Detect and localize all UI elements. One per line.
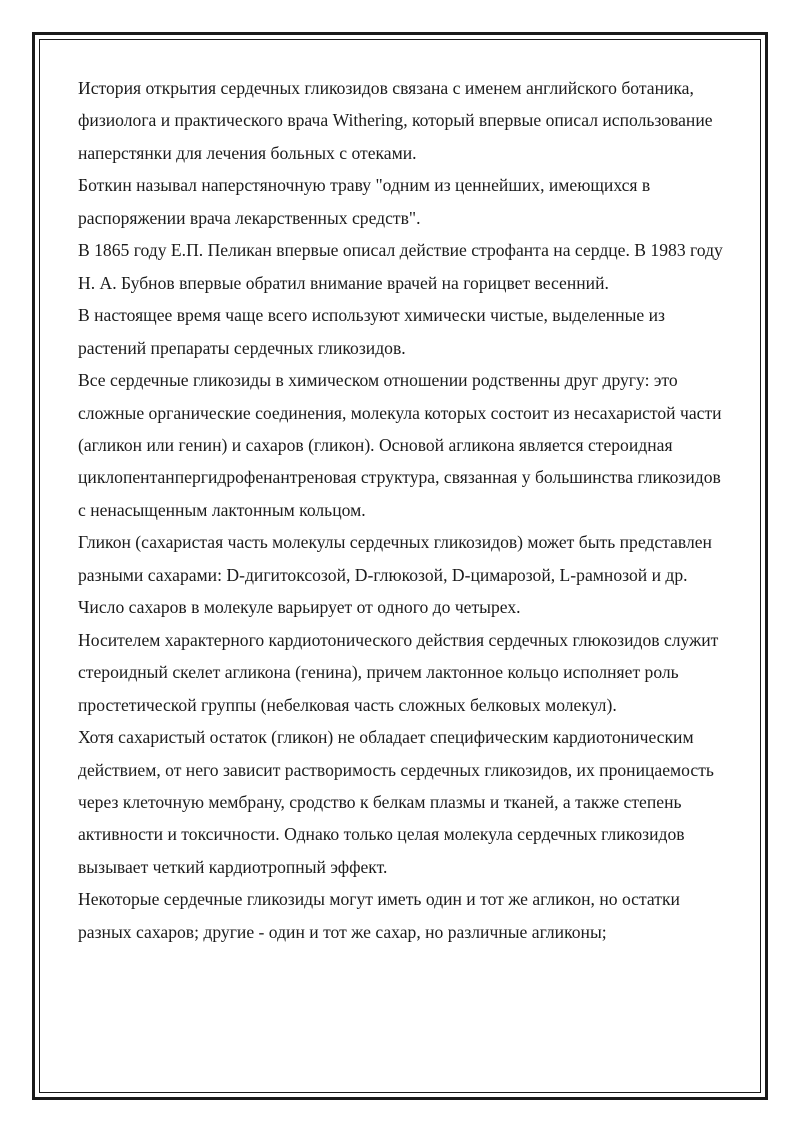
paragraph-glycone: Гликон (сахаристая часть молекулы сердечных гликозидов) может быть представлен разными сахарами: D-дигитоксозой, D-глюкозой, D-цимарозой, L-рамнозой и др. Число сахаров в молекуле варьирует от одного до четырех. xyxy=(78,532,712,618)
paragraph-history: История открытия сердечных гликозидов связана с именем английского ботаника, физиолога и практического врача Withering, который впервые описал использование наперстянки для лечения больных с отеками. xyxy=(78,78,713,163)
paragraph-current-use: В настоящее время чаще всего используют химически чистые, выделенные из растений препараты сердечных гликозидов. xyxy=(78,305,666,358)
paragraph-cardiotonic: Носителем характерного кардиотонического действия сердечных глюкозидов служит стероидный скелет агликона (генина), причем лактонное кольцо исполняет роль простетической группы (небелковая часть сложных белковых молекул). xyxy=(78,629,719,715)
paragraph-sugar-residue: Хотя сахаристый остаток (гликон) не обладает специфическим кардиотоническим действием, от него зависит растворимость сердечных гликозидов, их проницаемость через клеточную мембрану, сродство к белкам плазмы и тканей, а также степень активности и токсичности. Однако только целая молекула сердечных гликозидов вызывает четкий кардиотропный эффект. xyxy=(78,727,714,877)
paragraph-aglycone-variants: Некоторые сердечные гликозиды могут иметь один и тот же агликон, но остатки разных сахаров; другие - один и тот же сахар, но различные агликоны; xyxy=(78,889,680,942)
paragraph-botkin: Боткин называл наперстяночную траву "одним из ценнейших, имеющихся в распоряжении врача лекарственных средств". xyxy=(78,175,651,228)
document-body xyxy=(78,72,730,948)
paragraph-chemistry: Все сердечные гликозиды в химическом отношении родственны друг другу: это сложные органические соединения, молекула которых состоит из несахаристой части (агликон или генин) и сахаров (гликон). Основой агликона является стероидная циклопентанпергидрофенантреновая структура, связанная у большинства гликозидов с ненасыщенным лактонным кольцом. xyxy=(78,370,722,520)
paragraph-pelikan: В 1865 году Е.П. Пеликан впервые описал действие строфанта на сердце. В 1983 году Н. А. Бубнов впервые обратил внимание врачей на горицвет весенний. xyxy=(78,240,723,293)
